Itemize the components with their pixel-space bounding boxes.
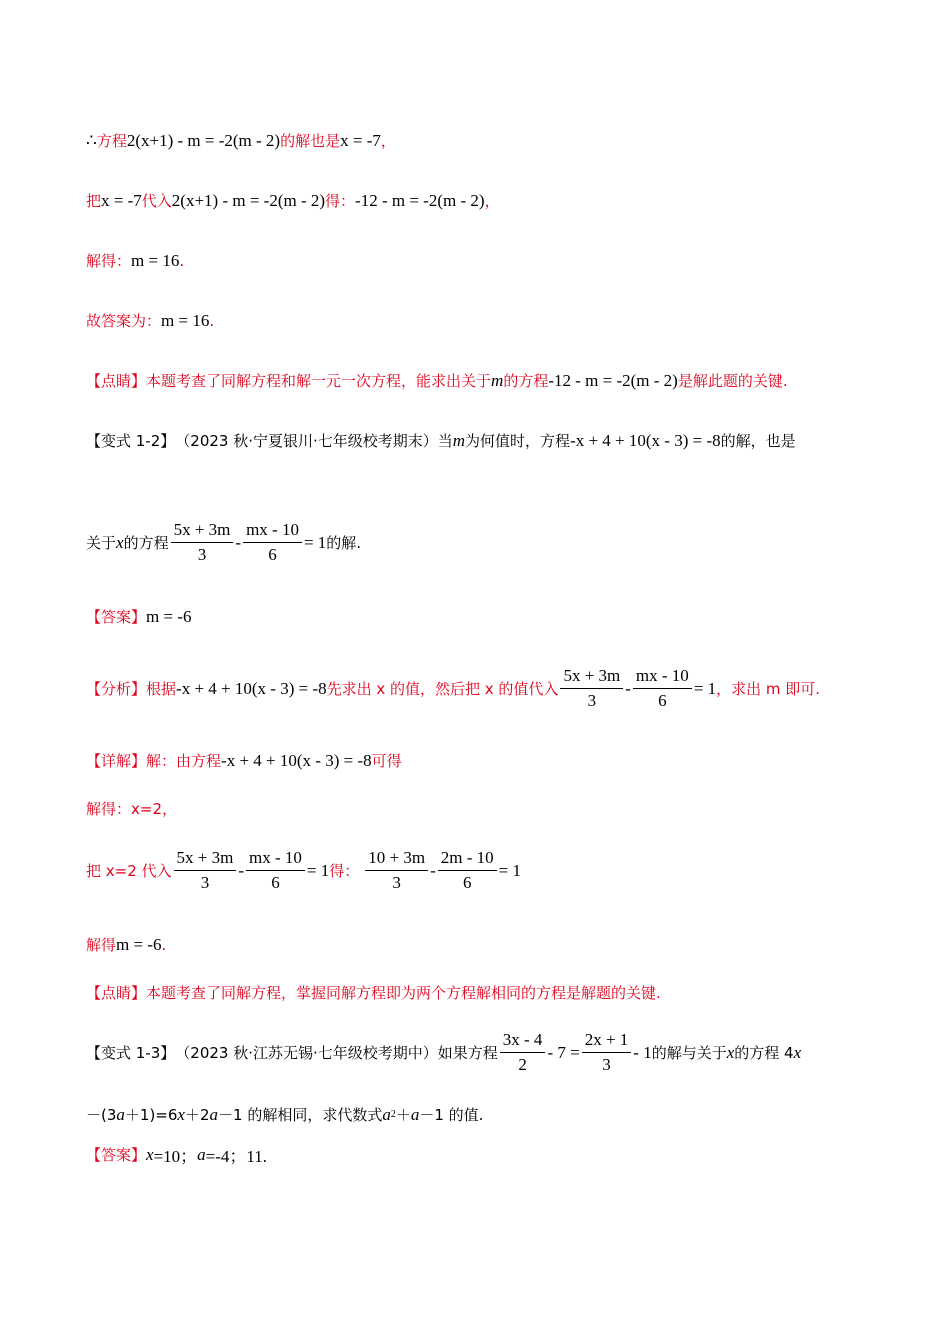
- text: 解得: [86, 936, 117, 954]
- variable: m: [452, 430, 466, 450]
- text: ，求出 m 即可.: [716, 680, 821, 698]
- line-9-analysis: [86, 666, 820, 711]
- numerator: 3x - 4: [500, 1030, 546, 1053]
- comment-tag: 【点睛】: [86, 372, 147, 390]
- text: .: [209, 311, 215, 330]
- text: ，: [380, 132, 396, 150]
- text: 的方程 4: [734, 1044, 794, 1062]
- equation: x = -7: [101, 190, 142, 210]
- text: 得：: [325, 192, 356, 210]
- numerator: 2m - 10: [438, 848, 497, 871]
- fraction: [365, 848, 428, 893]
- equation: -x + 4 + 10(x - 3) = -8: [221, 750, 372, 770]
- line-16: [86, 1104, 483, 1125]
- line-15-variant-header: [86, 1030, 801, 1075]
- operator: -: [430, 860, 436, 880]
- text: .: [161, 935, 167, 954]
- variable: x: [146, 1144, 154, 1164]
- equation: -12 - m = -2(m - 2): [548, 370, 678, 390]
- result: m = -6: [116, 934, 162, 954]
- line-1: [86, 130, 396, 151]
- source: （2023 秋·江苏无锡·七年级校考期中）如果方程: [175, 1044, 498, 1062]
- variable: a: [382, 1104, 391, 1124]
- numerator: mx - 10: [633, 666, 692, 689]
- line-7: [86, 520, 361, 565]
- variable: x: [726, 1042, 735, 1062]
- analysis-tag: 【分析】: [86, 680, 147, 698]
- text: 关于: [86, 534, 117, 552]
- text: 解得：x=2，: [86, 800, 177, 818]
- line-3: [86, 250, 184, 271]
- source: （2023 秋·宁夏银川·七年级校考期末）当: [175, 432, 453, 450]
- variant-tag: 【变式 1-3】: [86, 1044, 176, 1062]
- fraction: [633, 666, 692, 711]
- text: －(3: [86, 1106, 117, 1124]
- fraction: [560, 666, 623, 711]
- line-13: [86, 934, 166, 955]
- exponent: 2: [390, 1109, 396, 1120]
- operator: - 1: [633, 1042, 652, 1062]
- line-12: [86, 848, 521, 893]
- text: ＋: [395, 1106, 411, 1124]
- result: m = 16: [161, 310, 210, 330]
- text: 解得：: [86, 252, 132, 270]
- line-4: [86, 310, 214, 331]
- answer: m = -6: [146, 606, 192, 626]
- text: ，: [484, 192, 500, 210]
- text: 的解与关于: [651, 1044, 727, 1062]
- variable: a: [410, 1104, 420, 1124]
- text: 把 x=2 代入: [86, 862, 172, 880]
- details-tag: 【详解】: [86, 752, 147, 770]
- numerator: 5x + 3m: [174, 848, 237, 871]
- equation: -12 - m = -2(m - 2): [355, 190, 485, 210]
- operator: -: [238, 860, 245, 880]
- text: 本题考查了同解方程和解一元一次方程，能求出关于: [146, 372, 492, 390]
- text: 的解，也是: [720, 432, 796, 450]
- rhs: = 1: [303, 532, 327, 552]
- fraction: [243, 520, 302, 565]
- operator: - 7 =: [547, 1042, 580, 1062]
- variable: x: [793, 1042, 802, 1062]
- variable: a: [197, 1144, 206, 1164]
- variable: m: [491, 370, 504, 390]
- variant-tag: 【变式 1-2】: [86, 432, 176, 450]
- text: 得：: [329, 862, 360, 880]
- therefore-symbol: ∴: [86, 130, 97, 150]
- text: 的解.: [326, 534, 362, 552]
- equation: -x + 4 + 10(x - 3) = -8: [570, 430, 721, 450]
- denominator: 6: [268, 545, 277, 564]
- text: 代入: [141, 192, 172, 210]
- text: 故答案为：: [86, 312, 162, 330]
- text: －1 的值.: [419, 1106, 484, 1124]
- text: 的方程: [503, 372, 549, 390]
- line-14-comment: [86, 982, 661, 1003]
- line-6-variant-header: [86, 430, 796, 451]
- text: 先求出 x 的值，然后把 x 的值代入: [326, 680, 559, 698]
- line-2: [86, 190, 500, 211]
- text: 的方程: [123, 534, 169, 552]
- rhs: = 1: [498, 860, 521, 880]
- equation: -x + 4 + 10(x - 3) = -8: [176, 678, 327, 698]
- denominator: 3: [602, 1055, 611, 1074]
- fraction: [171, 520, 234, 565]
- rhs: = 1: [693, 678, 717, 698]
- text: 把: [86, 192, 102, 210]
- fraction: [582, 1030, 632, 1075]
- fraction: [246, 848, 305, 893]
- answer-tag: 【答案】: [86, 1146, 147, 1164]
- numerator: 2x + 1: [582, 1030, 632, 1053]
- text: 方程: [96, 132, 127, 150]
- denominator: 6: [271, 873, 280, 892]
- equation: 2(x+1) - m = -2(m - 2): [126, 130, 281, 150]
- fraction: [438, 848, 497, 893]
- text: 可得: [371, 752, 402, 770]
- text: 根据: [146, 680, 177, 698]
- text: 的解也是: [280, 132, 341, 150]
- equation: 2(x+1) - m = -2(m - 2): [171, 190, 326, 210]
- text: .: [179, 251, 185, 270]
- numerator: mx - 10: [246, 848, 305, 871]
- numerator: 5x + 3m: [171, 520, 234, 543]
- variable: x: [116, 532, 124, 552]
- text: =10；: [153, 1147, 198, 1166]
- denominator: 6: [658, 691, 667, 710]
- denominator: 3: [197, 545, 207, 564]
- text: 为何值时，方程: [465, 432, 571, 450]
- denominator: 6: [462, 873, 472, 892]
- variable: a: [116, 1104, 125, 1124]
- text: ＋1)=6: [124, 1106, 178, 1124]
- text: 是解此题的关键.: [677, 372, 788, 390]
- text: －1 的解相同，求代数式: [218, 1106, 383, 1124]
- answer-tag: 【答案】: [86, 608, 147, 626]
- text: ＋2: [184, 1106, 210, 1124]
- variable: a: [209, 1104, 219, 1124]
- operator: -: [235, 532, 242, 552]
- numerator: mx - 10: [243, 520, 302, 543]
- variable: x: [177, 1104, 185, 1124]
- operator: -: [625, 678, 631, 698]
- denominator: 2: [518, 1055, 527, 1074]
- fraction: [500, 1030, 546, 1075]
- comment-tag: 【点睛】: [86, 984, 147, 1002]
- denominator: 3: [392, 873, 401, 892]
- rhs: = 1: [306, 860, 330, 880]
- line-10-details: [86, 750, 402, 771]
- numerator: 5x + 3m: [560, 666, 623, 689]
- denominator: 3: [200, 873, 210, 892]
- text: 解：由方程: [146, 752, 222, 770]
- line-8-answer: [86, 606, 192, 627]
- line-17-answer: [86, 1142, 267, 1167]
- text: =-4；11.: [205, 1147, 268, 1166]
- denominator: 3: [587, 691, 597, 710]
- result: m = 16: [131, 250, 180, 270]
- solution: x = -7: [340, 130, 381, 150]
- numerator: 10 + 3m: [365, 848, 428, 871]
- text: 本题考查了同解方程，掌握同解方程即为两个方程解相同的方程是解题的关键.: [146, 984, 661, 1002]
- line-11: [86, 798, 177, 819]
- fraction: [174, 848, 237, 893]
- line-5-comment: [86, 370, 788, 391]
